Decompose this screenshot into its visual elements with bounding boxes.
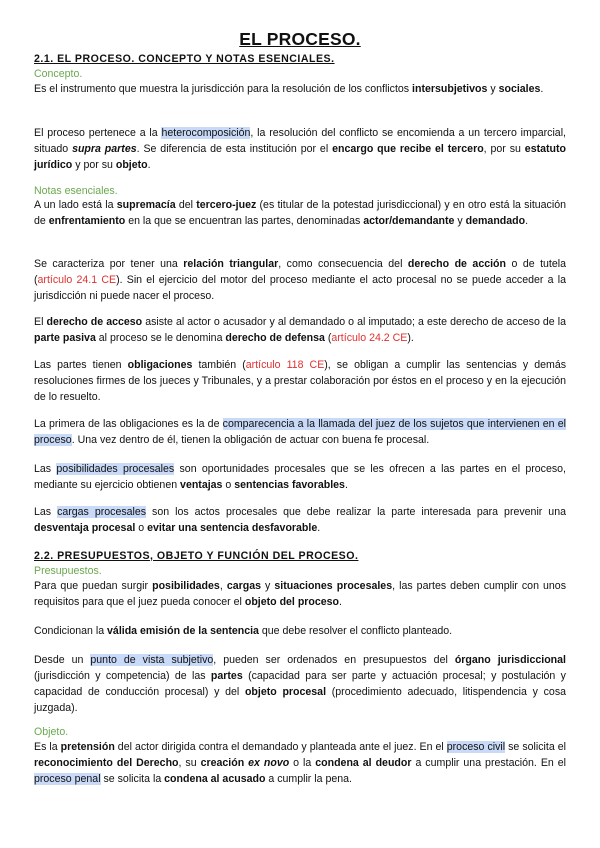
paragraph-cargas-procesales: Las cargas procesales son los actos procesales que debe realizar la parte interesada para prevenir una desventaja procesal o evitar una sentencia desfavorable.	[34, 506, 566, 534]
paragraph-derecho-de-acceso: El derecho de acceso asiste al actor o acusador y al demandado o al imputado; a este derecho de acceso de la parte pasiva al proceso se le denomina derecho de defensa (artículo 24.2 CE).	[34, 316, 566, 344]
section-heading-2-1: 2.1. EL PROCESO. CONCEPTO Y NOTAS ESENCIALES.	[34, 53, 335, 65]
paragraph-supremacia: A un lado está la supremacía del tercero-juez (es titular de la potestad jurisdiccional) y en otro está la situación de enfrentamiento en la que se encuentran las partes, denominadas actor/demandante y demandado.	[34, 199, 566, 227]
paragraph-relacion-triangular: Se caracteriza por tener una relación triangular, como consecuencia del derecho de acción o de tutela (artículo 24.1 CE). Sin el ejercicio del motor del proceso mediante el acto procesal no se puede acceder a la jurisdicción ni puede nacer el proceso.	[34, 258, 567, 302]
paragraph-heterocomposicion: El proceso pertenece a la heterocomposición, la resolución del conflicto se encomienda a un tercero imparcial, situado supra partes. Se diferencia de esta institución por el encargo que recibe el tercero, por su estatuto jurídico y por su objeto.	[34, 127, 566, 171]
subheading-concepto: Concepto.	[34, 68, 83, 80]
paragraph-valida-emision: Condicionan la válida emisión de la sentencia que debe resolver el conflicto planteado.	[34, 625, 453, 637]
document-title: EL PROCESO.	[239, 29, 361, 49]
section-heading-2-2: 2.2. PRESUPUESTOS, OBJETO Y FUNCIÓN DEL PROCESO.	[34, 550, 359, 562]
paragraph-presupuestos: Para que puedan surgir posibilidades, cargas y situaciones procesales, las partes deben cumplir con unos requisitos para que el juez pueda conocer el objeto del proceso.	[34, 580, 566, 608]
paragraph-posibilidades-procesales: Las posibilidades procesales son oportunidades procesales que se les ofrecen a las partes en el proceso, mediante su ejercicio obtienen ventajas o sentencias favorables.	[34, 463, 566, 491]
paragraph-concepto: Es el instrumento que muestra la jurisdicción para la resolución de los conflictos intersubjetivos y sociales.	[34, 83, 544, 95]
paragraph-objeto: Es la pretensión del actor dirigida contra el demandado y planteada ante el juez. En el proceso civil se solicita el reconocimiento del Derecho, su creación ex novo o la condena al deudor a cumplir una prestación. En el proceso penal se solicita la condena al acusado a cumplir la pena.	[34, 741, 567, 785]
subheading-presupuestos: Presupuestos.	[34, 565, 102, 577]
paragraph-punto-de-vista-subjetivo: Desde un punto de vista subjetivo, pueden ser ordenados en presupuestos del órgano jurisdiccional (jurisdicción y competencia) de las partes (capacidad para ser parte y actuación procesal; y postulación y capacidad de conducción procesal) y del objeto procesal (procedimiento adecuado, litispendencia y cosa juzgada).	[34, 654, 567, 714]
subheading-objeto: Objeto.	[34, 726, 69, 738]
paragraph-obligaciones: Las partes tienen obligaciones también (artículo 118 CE), se obligan a cumplir las sentencias y demás resoluciones firmes de los jueces y Tribunales, y a prestar colaboración por éstos en el proceso y en la ejecución de lo resuelto.	[34, 359, 567, 403]
paragraph-comparecencia: La primera de las obligaciones es la de comparecencia a la llamada del juez de los sujetos que intervienen en el proceso. Una vez dentro de él, tienen la obligación de actuar con buena fe procesal.	[34, 418, 566, 446]
subheading-notas-esenciales: Notas esenciales.	[34, 185, 118, 197]
